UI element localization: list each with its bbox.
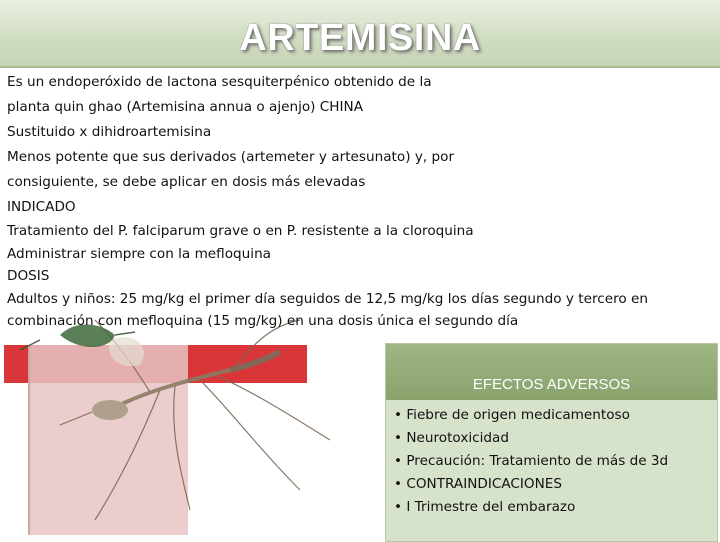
text-line-2: planta quin ghao (Artemisina annua o ajenjo) CHINA [7,99,363,115]
text-line-8: Administrar siempre con la mefloquina [7,245,272,262]
text-line-3: Sustituido x dihidroartemisina [7,124,212,140]
text-line-1: Es un endoperóxido de lactona sesquiterpénico obtenido de la [7,74,432,90]
text-line-4: Menos potente que sus derivados (artemeter y artesunato) y, por [7,149,455,165]
list-item: • Fiebre de origen medicamentoso [394,407,630,423]
adverse-effects-title: EFECTOS ADVERSOS [472,376,631,393]
list-item: • Neurotoxicidad [394,430,509,446]
main-text [7,70,717,333]
text-line-6: INDICADO [7,199,76,215]
text-line-9: DOSIS [7,268,50,284]
list-item: • I Trimestre del embarazo [394,499,576,515]
text-line-7: Tratamiento del P. falciparum grave o en P. resistente a la cloroquina [7,223,474,239]
text-line-10: Adultos y niños: 25 mg/kg el primer día seguidos de 12,5 mg/kg los días segundo y tercero en [7,290,649,307]
text-line-11: combinación con mefloquina (15 mg/kg) en una dosis única el segundo día [7,313,519,329]
adverse-effects-header [386,344,717,400]
title-bar [0,0,720,68]
list-item: • CONTRAINDICACIONES [394,476,562,492]
text-line-5: consiguiente, se debe aplicar en dosis más elevadas [7,174,366,190]
list-item: • Precaución: Tratamiento de más de 3d [394,453,669,469]
adverse-effects-list [394,404,714,519]
adverse-effects-box [385,343,718,542]
slide-title: ARTEMISINA [239,17,481,59]
